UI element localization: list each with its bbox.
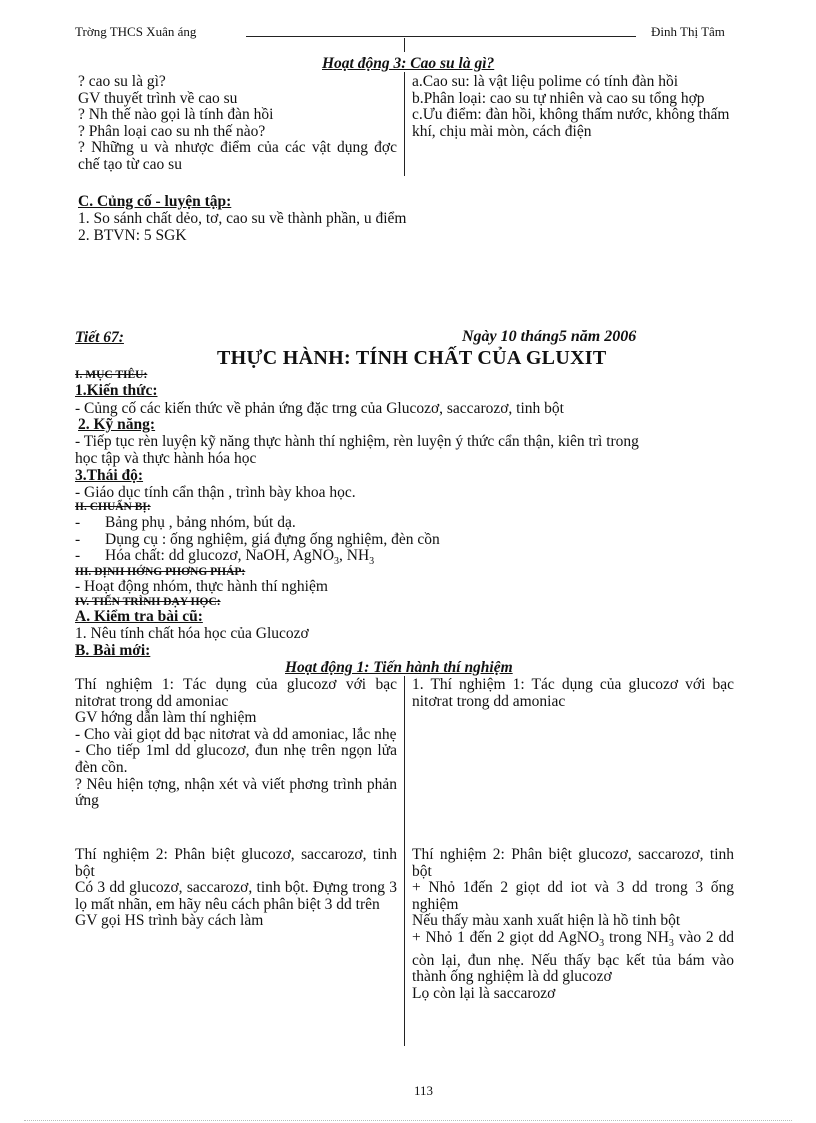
experiment2-right-line: + Nhỏ 1đến 2 giọt dd iot và 3 dd trong 3 ống nghiệm (412, 879, 734, 913)
skills-heading: 2. Kỹ năng: (78, 416, 156, 433)
preparation-list (75, 515, 675, 571)
experiment2-right (412, 847, 734, 1002)
activity3-divider (404, 72, 405, 176)
experiment2-left (75, 847, 397, 930)
consolidate-heading: C. Củng cố - luyện tập: (78, 193, 232, 210)
experiment2-left-line: GV gọi HS trình bày cách làm (75, 912, 264, 930)
new-lesson-heading: B. Bài mới: (75, 642, 151, 659)
lesson-number: Tiết 67: (75, 329, 124, 346)
method-heading: III. ĐỊNH HỚNG PHƠNG PHÁP: (75, 566, 246, 578)
skills-text-2: học tập và thực hành hóa học (75, 450, 257, 467)
review-text: 1. Nêu tính chất hóa học của Glucozơ (75, 625, 309, 642)
experiment2-right-line: Nếu thấy màu xanh xuất hiện là hồ tinh bột (412, 912, 681, 930)
bottom-dotted-rule (24, 1120, 792, 1121)
experiment1-right: 1. Thí nghiệm 1: Tác dụng của glucozơ với bạc nitơrat trong dd amoniac (412, 676, 734, 710)
consolidate-item: 2. BTVN: 5 SGK (78, 226, 187, 244)
experiment1-left-line: - Cho vài giọt dd bạc nitơrat và dd amoniac, lắc nhẹ (75, 725, 397, 743)
header-rule (246, 36, 636, 37)
bullet-dash: - (75, 547, 81, 565)
attitude-heading: 3.Thái độ: (75, 467, 144, 484)
experiment2-left-line: Thí nghiệm 2: Phân biệt glucozơ, saccarozơ, tinh bột (75, 846, 397, 880)
bullet-dash: - (75, 514, 81, 531)
experiment1-left (75, 677, 397, 810)
preparation-item: - Hóa chất: dd glucozơ, NaOH, AgNO$_3$, $NH_3$ (75, 547, 375, 568)
experiment2-left-line: Có 3 dd glucozơ, saccarozơ, tinh bột. Đựng trong 3 lọ mất nhãn, em hãy nêu cách phân biệt 3 dd trên (75, 879, 397, 913)
experiment2-right-line: + Nhỏ 1 đến 2 giọt dd AgNO$_3$ trong $NH_3$ vào 2 dd còn lại, đun nhẹ. Nếu thấy bạc kết tủa bám vào thành ống nghiệm là dd glucozơ (412, 928, 734, 986)
experiment1-left-line: - Cho tiếp 1ml dd glucozơ, đun nhẹ trên ngọn lửa đèn cồn. (75, 742, 397, 776)
lesson-title: THỰC HÀNH: TÍNH CHẤT CỦA GLUXIT (217, 347, 607, 369)
preparation-item: - Dụng cụ : ống nghiệm, giá đựng ống nghiệm, đèn cồn (75, 530, 440, 548)
experiment1-left-line: GV hớng dẫn làm thí nghiệm (75, 709, 257, 727)
method-text: - Hoạt động nhóm, thực hành thí nghiệm (75, 578, 328, 595)
bullet-dash: - (75, 530, 81, 548)
experiment2-right-line: Lọ còn lại là saccarozơ (412, 984, 556, 1002)
objectives-heading: I. MỤC TIÊU: (75, 369, 148, 381)
preparation-item: - Bảng phụ , bảng nhóm, bút dạ. (75, 514, 296, 531)
activity3-right-line: a.Cao su: là vật liệu polime có tính đàn hồi (412, 73, 679, 90)
activity3-left-line: GV thuyết trình về cao su (78, 89, 238, 107)
experiment1-left-line: ? Nêu hiện tợng, nhận xét và viết phơng trình phản ứng (75, 775, 397, 810)
consolidate-items (78, 211, 406, 244)
activity3-right-line: b.Phân loại: cao su tự nhiên và cao su tổng hợp (412, 89, 705, 107)
knowledge-text: - Củng cố các kiến thức về phản ứng đặc trng của Glucozơ, saccarozơ, tinh bột (75, 400, 564, 417)
header-teacher: Đinh Thị Tâm (651, 24, 725, 39)
activity3-left (78, 74, 397, 174)
experiment2-right-line: Thí nghiệm 2: Phân biệt glucozơ, saccarozơ, tinh bột (412, 846, 734, 880)
page-number: 113 (414, 1083, 434, 1098)
lesson-date: Ngày 10 tháng5 năm 2006 (462, 328, 637, 345)
review-heading: A. Kiểm tra bài cũ: (75, 608, 203, 625)
activity3-left-line: ? Phân loại cao su nh thế nào? (78, 122, 266, 140)
activity3-left-line: ? Những u và nhược điểm của các vật dụng đợc chế tạo từ cao su (78, 139, 397, 173)
attitude-text: - Giáo dục tính cẩn thận , trình bày khoa học. (75, 484, 356, 501)
consolidate-item: 1. So sánh chất dẻo, tơ, cao su về thành phần, u điểm (78, 210, 407, 227)
activity3-title: Hoạt động 3: Cao su là gì? (322, 55, 495, 72)
header-tick (404, 38, 405, 52)
activity3-right-line: c.Ưu điểm: đàn hồi, không thấm nước, không thấm khí, chịu mài mòn, cách điện (412, 106, 730, 140)
header-school: Trờng THCS Xuân áng (75, 24, 197, 39)
activity3-right (412, 74, 734, 140)
activity3-left-line: ? cao su là gì? (78, 73, 166, 90)
activity3-left-line: ? Nh thế nào gọi là tính đàn hồi (78, 106, 274, 124)
activity1-title: Hoạt động 1: Tiến hành thí nghiệm (285, 659, 513, 676)
experiment1-left-line: Thí nghiệm 1: Tác dụng của glucozơ với bạc nitơrat trong dd amoniac (75, 676, 397, 710)
skills-text-1: - Tiếp tục rèn luyện kỹ năng thực hành thí nghiệm, rèn luyện ý thức cẩn thận, kiên trì trong (75, 433, 639, 450)
preparation-heading: II. CHUẨN BỊ: (75, 501, 151, 513)
activity1-divider (404, 676, 405, 1046)
knowledge-heading: 1.Kiến thức: (75, 382, 158, 399)
procedure-heading: IV. TIẾN TRÌNH DẠY HỌC: (75, 596, 221, 608)
